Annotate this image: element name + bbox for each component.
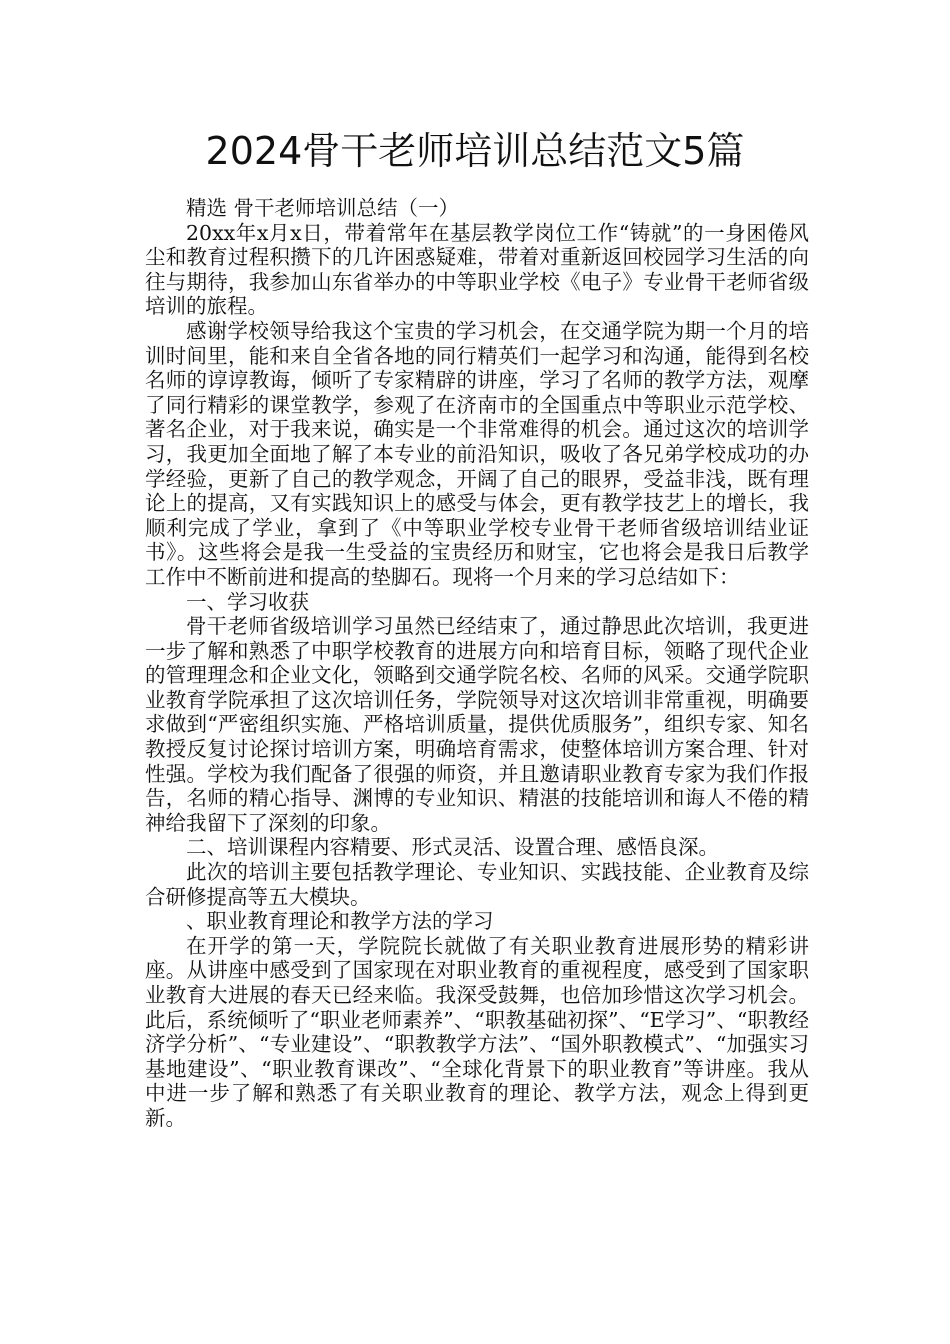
paragraph-section-heading: 精选 骨干老师培训总结（一）: [186, 196, 460, 220]
document-title: 2024骨干老师培训总结范文5篇: [205, 129, 745, 173]
heading-theory-methods: 、职业教育理论和教学方法的学习: [186, 909, 494, 934]
paragraph-intro: 20xx年x月x日，带着常年在基层教学岗位工作“铸就”的一身困倦风尘和教育过程积攒下的几许困惑疑难，带着对重新返回校园学习生活的向往与期待，我参加山东省举办的中等职业学校《电子》专业骨干老师省级培训的旅程。: [145, 220, 809, 319]
paragraph-learning-gains: 骨干老师省级培训学习虽然已经结束了，通过静思此次培训，我更进一步了解和熟悉了中职学校教育的进展方向和培育目标，领略了现代企业的管理理念和企业文化，领略到交通学院名校、名师的风采。交通学院职业教育学院承担了这次培训任务，学院领导对这次培训非常重视，明确要求做到“严密组织实施、严格培训质量，提供优质服务”，组织专家、知名教授反复讨论探讨培训方案，明确培育需求，使整体培训方案合理、针对性强。学校为我们配备了很强的师资，并且邀请职业教育专家为我们作报告，名师的精心指导、渊博的专业知识、精湛的技能培训和诲人不倦的精神给我留下了深刻的印象。: [145, 614, 809, 835]
paragraph-modules: 此次的培训主要包括教学理论、专业知识、实践技能、企业教育及综合研修提高等五大模块。: [145, 860, 809, 909]
paragraph-lectures: 在开学的第一天，学院院长就做了有关职业教育进展形势的精彩讲座。从讲座中感受到了国家现在对职业教育的重视程度，感受到了国家职业教育大进展的春天已经来临。我深受鼓舞，也倍加珍惜这次学习机会。此后，系统倾听了“职业老师素养”、“职教基础初探”、“E学习”、“职教经济学分析”、“专业建设”、“职教教学方法”、“国外职教模式”、“加强实习基地建设”、“职业教育课改”、“全球化背景下的职业教育”等讲座。我从中进一步了解和熟悉了有关职业教育的理论、教学方法，观念上得到更新。: [145, 933, 809, 1130]
heading-learning-gains: 一、学习收获: [186, 589, 309, 614]
document-body: [145, 196, 809, 1131]
heading-course-content: 二、培训课程内容精要、形式灵活、设置合理、感悟良深。: [186, 835, 719, 860]
paragraph-thanks: 感谢学校领导给我这个宝贵的学习机会，在交通学院为期一个月的培训时间里，能和来自全省各地的同行精英们一起学习和沟通，能得到名校名师的谆谆教诲，倾听了专家精辟的讲座，学习了名师的教学方法，观摩了同行精彩的课堂教学，参观了在济南市的全国重点中等职业示范学校、著名企业，对于我来说，确实是一个非常难得的机会。通过这次的培训学习，我更加全面地了解了本专业的前沿知识，吸收了各兄弟学校成功的办学经验，更新了自己的教学观念，开阔了自己的眼界，受益非浅，既有理论上的提高，又有实践知识上的感受与体会，更有教学技艺上的增长，我顺利完成了学业，拿到了《中等职业学校专业骨干老师省级培训结业证书》。这些将会是我一生受益的宝贵经历和财宝，它也将会是我日后教学工作中不断前进和提高的垫脚石。现将一个月来的学习总结如下：: [145, 318, 809, 589]
